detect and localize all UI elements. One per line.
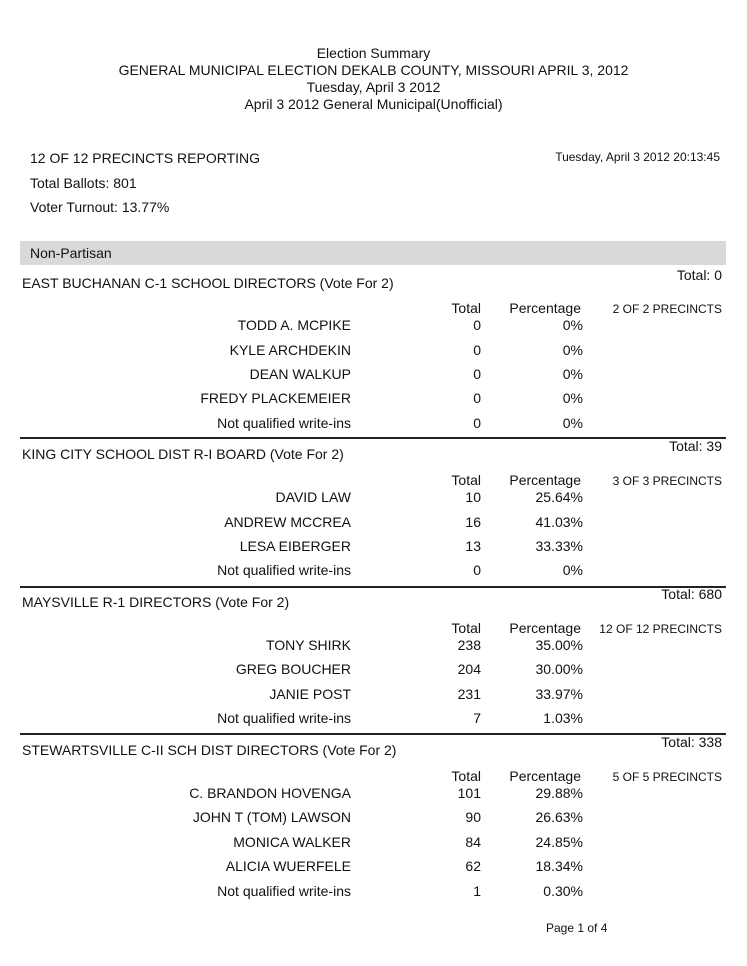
candidate-name: Not qualified write-ins (217, 415, 351, 431)
candidate-percentage: 0% (562, 415, 583, 431)
table-row (20, 415, 726, 439)
table-row (20, 883, 726, 907)
candidate-name: DAVID LAW (275, 489, 351, 505)
candidate-total: 1 (473, 883, 481, 899)
table-row (20, 785, 726, 809)
candidate-total: 101 (457, 785, 481, 801)
candidate-percentage: 24.85% (535, 834, 583, 850)
table-row (20, 834, 726, 858)
candidate-name: GREG BOUCHER (235, 661, 351, 677)
candidate-total: 204 (457, 661, 481, 677)
candidate-name: ALICIA WUERFELE (225, 858, 351, 874)
candidate-name: ANDREW MCCREA (224, 514, 351, 530)
candidate-percentage: 35.00% (535, 637, 583, 653)
candidate-name: Not qualified write-ins (217, 883, 351, 899)
candidate-percentage: 33.33% (535, 538, 583, 554)
candidate-name: FREDY PLACKEMEIER (200, 390, 351, 406)
contest-precincts: 12 OF 12 PRECINCTS (599, 622, 722, 636)
table-row (20, 366, 726, 390)
page-number: Page 1 of 4 (546, 921, 608, 935)
candidate-percentage: 0% (562, 366, 583, 382)
table-row (20, 514, 726, 538)
contest-title: STEWARTSVILLE C-II SCH DIST DIRECTORS (Vote For 2) (22, 742, 397, 758)
table-row (20, 661, 726, 685)
candidate-percentage: 30.00% (535, 661, 583, 677)
report-title: Election Summary (316, 45, 431, 61)
table-row (20, 686, 726, 710)
candidate-total: 10 (465, 489, 481, 505)
candidate-percentage: 26.63% (535, 809, 583, 825)
election-subtitle: April 3 2012 General Municipal(Unofficial) (244, 96, 503, 112)
section-band: Non-Partisan (20, 241, 726, 265)
candidate-percentage: 25.64% (535, 489, 583, 505)
candidate-name: Not qualified write-ins (217, 562, 351, 578)
candidate-percentage: 0% (562, 317, 583, 333)
candidate-percentage: 29.88% (535, 785, 583, 801)
candidate-name: DEAN WALKUP (249, 366, 351, 382)
candidate-total: 0 (473, 562, 481, 578)
contest-total: Total: 680 (661, 586, 722, 602)
contest-title: MAYSVILLE R-1 DIRECTORS (Vote For 2) (22, 594, 290, 610)
contest-title: EAST BUCHANAN C-1 SCHOOL DIRECTORS (Vote For 2) (22, 275, 394, 291)
candidate-percentage: 18.34% (535, 858, 583, 874)
column-total-header: Total (451, 768, 481, 784)
candidate-name: C. BRANDON HOVENGA (189, 785, 351, 801)
candidate-percentage: 33.97% (535, 686, 583, 702)
column-percentage-header: Percentage (509, 472, 581, 488)
column-total-header: Total (451, 300, 481, 316)
contest-divider (20, 437, 726, 439)
table-row (20, 317, 726, 341)
candidate-percentage: 0% (562, 342, 583, 358)
table-row (20, 390, 726, 414)
column-total-header: Total (451, 472, 481, 488)
contest-precincts: 5 OF 5 PRECINCTS (612, 770, 722, 784)
contest-total: Total: 338 (661, 734, 722, 750)
contest-precincts: 3 OF 3 PRECINCTS (612, 474, 722, 488)
candidate-name: TONY SHIRK (265, 637, 351, 653)
candidate-total: 84 (465, 834, 481, 850)
contest-precincts: 2 OF 2 PRECINCTS (612, 302, 722, 316)
table-row (20, 538, 726, 562)
candidate-name: JOHN T (TOM) LAWSON (192, 809, 351, 825)
contest-divider (20, 733, 726, 735)
table-row (20, 562, 726, 586)
table-row (20, 858, 726, 882)
table-row (20, 489, 726, 513)
column-percentage-header: Percentage (509, 620, 581, 636)
contest-divider (20, 586, 726, 588)
candidate-name: MONICA WALKER (233, 834, 351, 850)
report-timestamp: Tuesday, April 3 2012 20:13:45 (555, 150, 720, 164)
column-percentage-header: Percentage (509, 300, 581, 316)
contest-total: Total: 0 (676, 267, 722, 283)
candidate-total: 0 (473, 366, 481, 382)
candidate-total: 0 (473, 342, 481, 358)
candidate-total: 0 (473, 317, 481, 333)
candidate-name: TODD A. MCPIKE (237, 317, 351, 333)
candidate-total: 62 (465, 858, 481, 874)
column-percentage-header: Percentage (509, 768, 581, 784)
candidate-total: 0 (473, 390, 481, 406)
candidate-percentage: 0% (562, 390, 583, 406)
voter-turnout: Voter Turnout: 13.77% (30, 199, 170, 215)
candidate-percentage: 0% (562, 562, 583, 578)
candidate-total: 13 (465, 538, 481, 554)
candidate-name: LESA EIBERGER (239, 538, 351, 554)
table-row (20, 637, 726, 661)
column-total-header: Total (451, 620, 481, 636)
election-date: Tuesday, April 3 2012 (306, 79, 441, 95)
contest-total: Total: 39 (669, 438, 722, 454)
total-ballots: Total Ballots: 801 (30, 175, 137, 191)
candidate-percentage: 0.30% (543, 883, 583, 899)
precincts-reporting: 12 OF 12 PRECINCTS REPORTING (30, 150, 261, 166)
candidate-percentage: 1.03% (543, 710, 583, 726)
candidate-percentage: 41.03% (535, 514, 583, 530)
candidate-name: Not qualified write-ins (217, 710, 351, 726)
contest-title: KING CITY SCHOOL DIST R-I BOARD (Vote For 2) (22, 446, 344, 462)
candidate-total: 7 (473, 710, 481, 726)
candidate-total: 231 (457, 686, 481, 702)
candidate-total: 90 (465, 809, 481, 825)
election-name: GENERAL MUNICIPAL ELECTION DEKALB COUNTY, MISSOURI APRIL 3, 2012 (118, 62, 629, 78)
candidate-total: 238 (457, 637, 481, 653)
candidate-name: KYLE ARCHDEKIN (229, 342, 351, 358)
table-row (20, 342, 726, 366)
table-row (20, 809, 726, 833)
candidate-total: 0 (473, 415, 481, 431)
candidate-total: 16 (465, 514, 481, 530)
candidate-name: JANIE POST (269, 686, 351, 702)
table-row (20, 710, 726, 734)
